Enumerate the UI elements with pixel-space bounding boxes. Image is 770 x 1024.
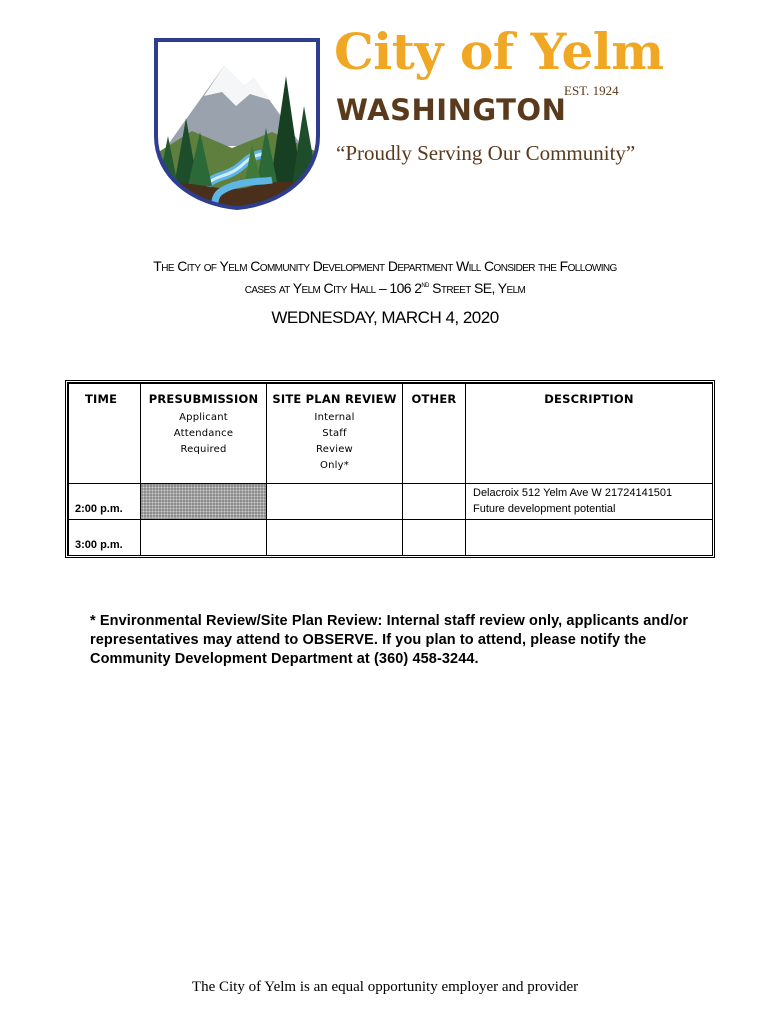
site-plan-cell [267,520,403,556]
site-plan-label: SITE PLAN REVIEW [272,392,397,406]
presubmission-cell [141,520,267,556]
description-cell [466,484,713,520]
city-tagline: “Proudly Serving Our Community” [336,141,636,165]
city-name-logotype: City of Yelm [334,22,664,81]
site-plan-note: Internal Staff Review Only* [314,412,355,471]
meeting-date: WEDNESDAY, MARCH 4, 2020 [271,308,499,327]
heading-ordinal: nd [421,280,429,289]
table-header-row [69,384,713,484]
site-plan-cell [267,484,403,520]
city-seal-logo [152,36,322,212]
description-line-2: Future development potential [473,503,616,515]
heading-line-2-pre: cases at Yelm City Hall – 106 2 [244,280,422,296]
other-cell [403,484,466,520]
col-header-time: TIME [69,384,141,484]
description-line-1: Delacroix 512 Yelm Ave W 21724141501 [473,487,673,499]
col-header-presubmission [141,384,267,484]
notice-heading-line-1 [0,258,770,274]
presubmission-note: Applicant Attendance Required [173,412,234,455]
heading-line-1-text: The City of Yelm Community Development Department Will Consider the Following [153,258,617,274]
row-time: 3:00 p.m. [69,520,141,556]
col-header-other: OTHER [403,384,466,484]
col-header-description: DESCRIPTION [466,384,713,484]
review-footnote: * Environmental Review/Site Plan Review: Internal staff review only, applicants and/or representatives may attend to OBSERVE. If you plan to attend, please notify the Community Development Department at (360) 458-3244. [90,613,689,667]
table-row [69,520,713,556]
case-schedule-table [68,383,713,556]
heading-line-2-post: Street SE, Yelm [428,280,526,296]
description-cell [466,520,713,556]
equal-opportunity-footer: The City of Yelm is an equal opportunity employer and provider [191,979,579,995]
col-header-site-plan-review [267,384,403,484]
state-logotype: WASHINGTON [336,93,567,127]
presubmission-cell-shaded [141,484,267,520]
table-row [69,484,713,520]
presubmission-label: PRESUBMISSION [148,392,259,406]
row-time: 2:00 p.m. [69,484,141,520]
established-year: EST. 1924 [564,83,619,98]
other-cell [403,520,466,556]
notice-heading-line-2 [0,280,770,296]
